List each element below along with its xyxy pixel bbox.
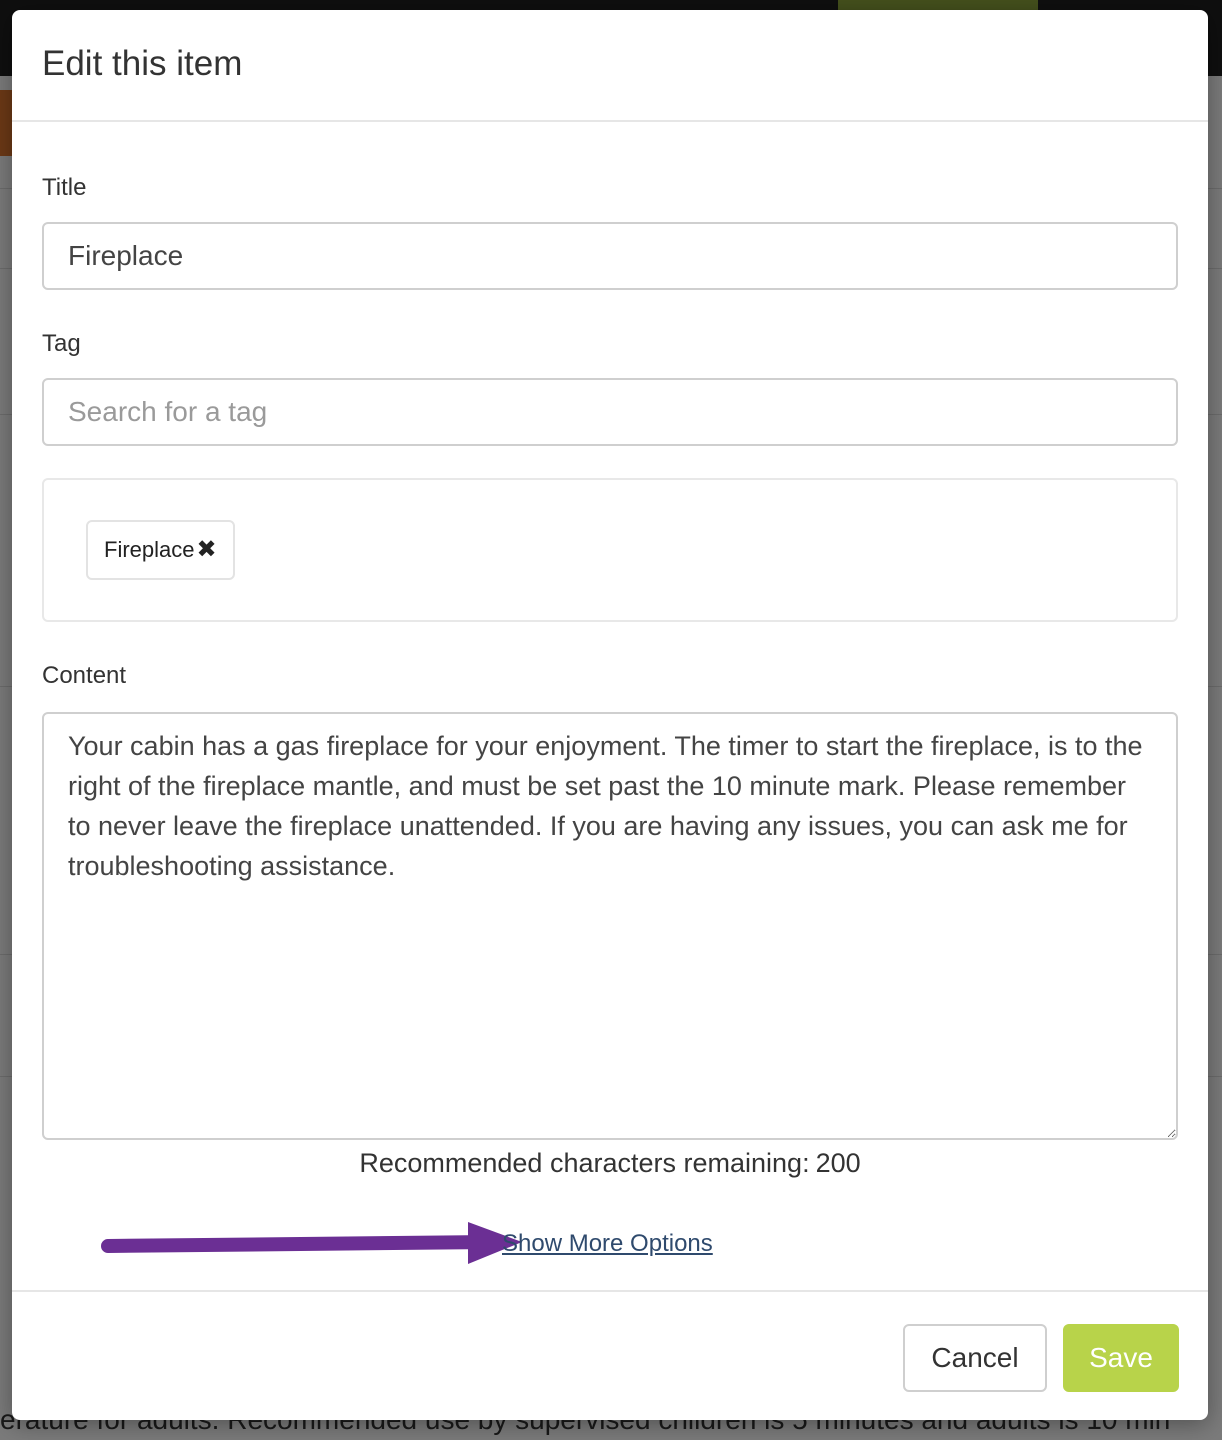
- content-label: Content: [42, 662, 127, 689]
- char-remaining-count: 200: [815, 1148, 861, 1178]
- title-input[interactable]: [42, 222, 1178, 290]
- cancel-button[interactable]: Cancel: [903, 1324, 1047, 1392]
- char-remaining-label: Recommended characters remaining:: [359, 1148, 810, 1178]
- tag-search-input[interactable]: [42, 378, 1178, 446]
- modal-footer: [12, 1290, 1208, 1420]
- tag-chip-label: Fireplace: [104, 537, 195, 562]
- modal-header: [12, 10, 1208, 122]
- edit-item-modal: [12, 10, 1208, 1420]
- close-icon[interactable]: ✖: [196, 536, 217, 563]
- title-label: Title: [42, 174, 87, 201]
- save-button[interactable]: Save: [1063, 1324, 1179, 1392]
- annotation-arrow-icon: [100, 1218, 540, 1272]
- selected-tags-container: [42, 478, 1178, 622]
- tag-chip[interactable]: [86, 520, 235, 580]
- content-textarea[interactable]: [42, 712, 1178, 1140]
- modal-title: Edit this item: [42, 44, 243, 83]
- tag-label: Tag: [42, 330, 81, 357]
- show-more-options-link[interactable]: Show More Options: [502, 1230, 713, 1257]
- char-remaining-text: [42, 1148, 1178, 1179]
